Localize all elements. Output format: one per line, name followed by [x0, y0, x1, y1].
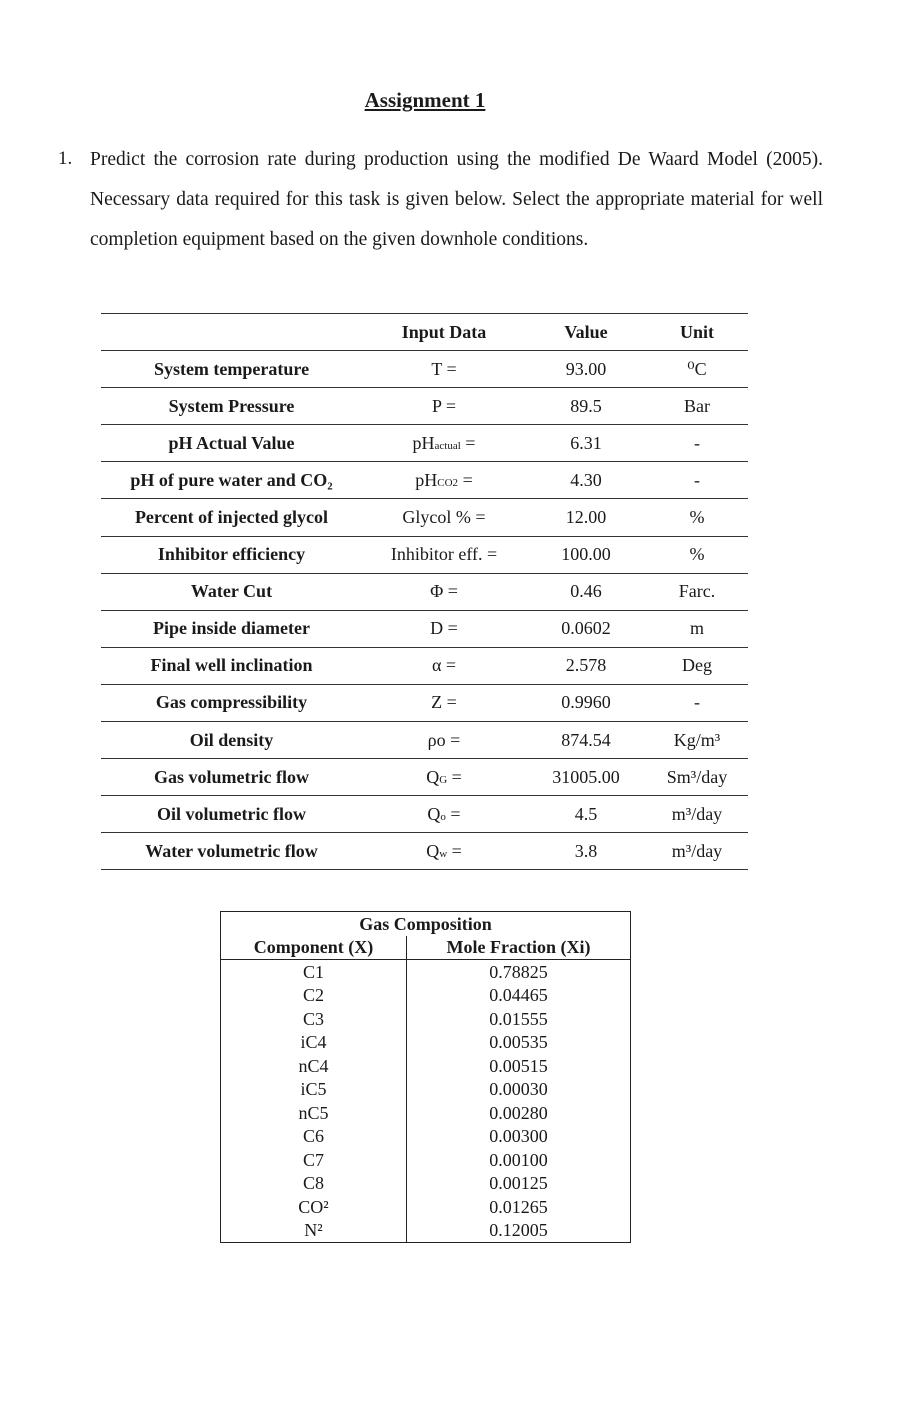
symbol-subscript: G: [439, 773, 448, 786]
gas-component: nC4: [221, 1054, 407, 1078]
gas-row: [221, 1148, 631, 1172]
gas-mole-fraction: 0.00515: [407, 1054, 631, 1078]
table-row: [101, 536, 748, 573]
gas-component: iC4: [221, 1031, 407, 1055]
row-symbol: [362, 425, 526, 462]
gas-component: nC5: [221, 1101, 407, 1125]
row-label: Pipe inside diameter: [101, 610, 362, 647]
symbol-main: Q: [426, 840, 440, 861]
row-label: Oil density: [101, 722, 362, 759]
row-symbol: ρo =: [362, 722, 526, 759]
row-symbol: Glycol % =: [362, 499, 526, 536]
header-blank: [101, 314, 362, 351]
row-value: 4.30: [526, 462, 646, 499]
symbol-main: pH: [415, 469, 438, 490]
gas-mole-fraction: 0.78825: [407, 960, 631, 984]
row-label: Gas volumetric flow: [101, 759, 362, 796]
row-label: Percent of injected glycol: [101, 499, 362, 536]
row-label: System Pressure: [101, 388, 362, 425]
row-value: 31005.00: [526, 759, 646, 796]
table-row: [101, 351, 748, 388]
gas-mole-fraction: 0.01265: [407, 1195, 631, 1219]
row-label: Final well inclination: [101, 647, 362, 684]
gas-col-component: Component (X): [221, 936, 407, 960]
gas-col-fraction: Mole Fraction (Xi): [407, 936, 631, 960]
row-value: 89.5: [526, 388, 646, 425]
row-unit: ⁰C: [646, 351, 748, 388]
gas-row: [221, 984, 631, 1008]
gas-row: [221, 960, 631, 984]
row-value: 6.31: [526, 425, 646, 462]
gas-row: [221, 1078, 631, 1102]
gas-row: [221, 1054, 631, 1078]
row-unit: %: [646, 499, 748, 536]
gas-mole-fraction: 0.12005: [407, 1219, 631, 1243]
row-symbol: α =: [362, 647, 526, 684]
row-unit: m: [646, 610, 748, 647]
gas-mole-fraction: 0.04465: [407, 984, 631, 1008]
table-row: [101, 610, 748, 647]
input-table-header: [101, 314, 748, 351]
gas-mole-fraction: 0.00100: [407, 1148, 631, 1172]
row-label: pH Actual Value: [101, 425, 362, 462]
row-value: 4.5: [526, 796, 646, 833]
gas-mole-fraction: 0.00280: [407, 1101, 631, 1125]
page-title: Assignment 1: [364, 88, 486, 112]
row-unit: Farc.: [646, 573, 748, 610]
row-value: 3.8: [526, 833, 646, 870]
table-row: [101, 759, 748, 796]
gas-mole-fraction: 0.01555: [407, 1007, 631, 1031]
table-row: [101, 388, 748, 425]
row-symbol: Φ =: [362, 573, 526, 610]
row-unit: m³/day: [646, 833, 748, 870]
row-symbol: [362, 759, 526, 796]
row-symbol: Z =: [362, 684, 526, 721]
row-value: 0.9960: [526, 684, 646, 721]
row-unit: Kg/m³: [646, 722, 748, 759]
row-label: Gas compressibility: [101, 684, 362, 721]
row-symbol: P =: [362, 388, 526, 425]
row-symbol: [362, 796, 526, 833]
row-value: 93.00: [526, 351, 646, 388]
gas-component: C3: [221, 1007, 407, 1031]
symbol-subscript: o: [440, 810, 446, 823]
symbol-equals: =: [447, 766, 462, 787]
gas-mole-fraction: 0.00300: [407, 1125, 631, 1149]
row-value: 2.578: [526, 647, 646, 684]
row-unit: -: [646, 425, 748, 462]
row-label: System temperature: [101, 351, 362, 388]
symbol-equals: =: [447, 840, 462, 861]
row-symbol: Inhibitor eff. =: [362, 536, 526, 573]
header-input-data: Input Data: [362, 314, 526, 351]
symbol-subscript: w: [439, 847, 448, 860]
row-value: 874.54: [526, 722, 646, 759]
row-label: Oil volumetric flow: [101, 796, 362, 833]
row-symbol: T =: [362, 351, 526, 388]
gas-component: N²: [221, 1219, 407, 1243]
gas-row: [221, 1172, 631, 1196]
table-row: [101, 833, 748, 870]
symbol-subscript: CO2: [437, 476, 459, 489]
table-row: [101, 647, 748, 684]
table-row: [101, 462, 748, 499]
row-value: 0.0602: [526, 610, 646, 647]
row-symbol: [362, 462, 526, 499]
gas-mole-fraction: 0.00535: [407, 1031, 631, 1055]
input-data-table: [101, 313, 748, 870]
row-unit: -: [646, 462, 748, 499]
table-row: [101, 425, 748, 462]
gas-composition-table: [220, 911, 631, 1243]
gas-table-title: Gas Composition: [221, 912, 631, 936]
symbol-equals: =: [458, 469, 473, 490]
row-label: pH of pure water and CO₂: [101, 462, 362, 499]
symbol-equals: =: [460, 432, 476, 453]
question-text: Predict the corrosion rate during production using the modified De Waard Model (2005). Necessary data required for this task is given below. Select the appropriate material for well completion equipment based on the given downhole conditions.: [90, 149, 823, 250]
row-label: Water Cut: [101, 573, 362, 610]
row-symbol: D =: [362, 610, 526, 647]
row-unit: m³/day: [646, 796, 748, 833]
gas-mole-fraction: 0.00125: [407, 1172, 631, 1196]
gas-component: CO²: [221, 1195, 407, 1219]
gas-component: iC5: [221, 1078, 407, 1102]
row-label: Inhibitor efficiency: [101, 536, 362, 573]
gas-row: [221, 1219, 631, 1243]
symbol-main: Q: [427, 803, 441, 824]
gas-mole-fraction: 0.00030: [407, 1078, 631, 1102]
gas-component: C7: [221, 1148, 407, 1172]
gas-row: [221, 1101, 631, 1125]
table-row: [101, 573, 748, 610]
gas-row: [221, 1031, 631, 1055]
symbol-subscript: actual: [434, 439, 461, 452]
gas-component: C2: [221, 984, 407, 1008]
question-number: 1.: [58, 148, 73, 169]
row-unit: Sm³/day: [646, 759, 748, 796]
row-unit: Bar: [646, 388, 748, 425]
row-unit: Deg: [646, 647, 748, 684]
gas-row: [221, 1195, 631, 1219]
gas-component: C6: [221, 1125, 407, 1149]
gas-row: [221, 1007, 631, 1031]
row-value: 0.46: [526, 573, 646, 610]
row-unit: -: [646, 684, 748, 721]
symbol-equals: =: [445, 803, 461, 824]
row-value: 12.00: [526, 499, 646, 536]
row-symbol: [362, 833, 526, 870]
table-row: [101, 796, 748, 833]
header-unit: Unit: [646, 314, 748, 351]
row-label: Water volumetric flow: [101, 833, 362, 870]
gas-component: C1: [221, 960, 407, 984]
table-row: [101, 499, 748, 536]
gas-component: C8: [221, 1172, 407, 1196]
table-row: [101, 684, 748, 721]
table-row: [101, 722, 748, 759]
gas-row: [221, 1125, 631, 1149]
row-value: 100.00: [526, 536, 646, 573]
symbol-main: Q: [426, 766, 440, 787]
header-value: Value: [526, 314, 646, 351]
row-unit: %: [646, 536, 748, 573]
symbol-main: pH: [412, 432, 435, 453]
